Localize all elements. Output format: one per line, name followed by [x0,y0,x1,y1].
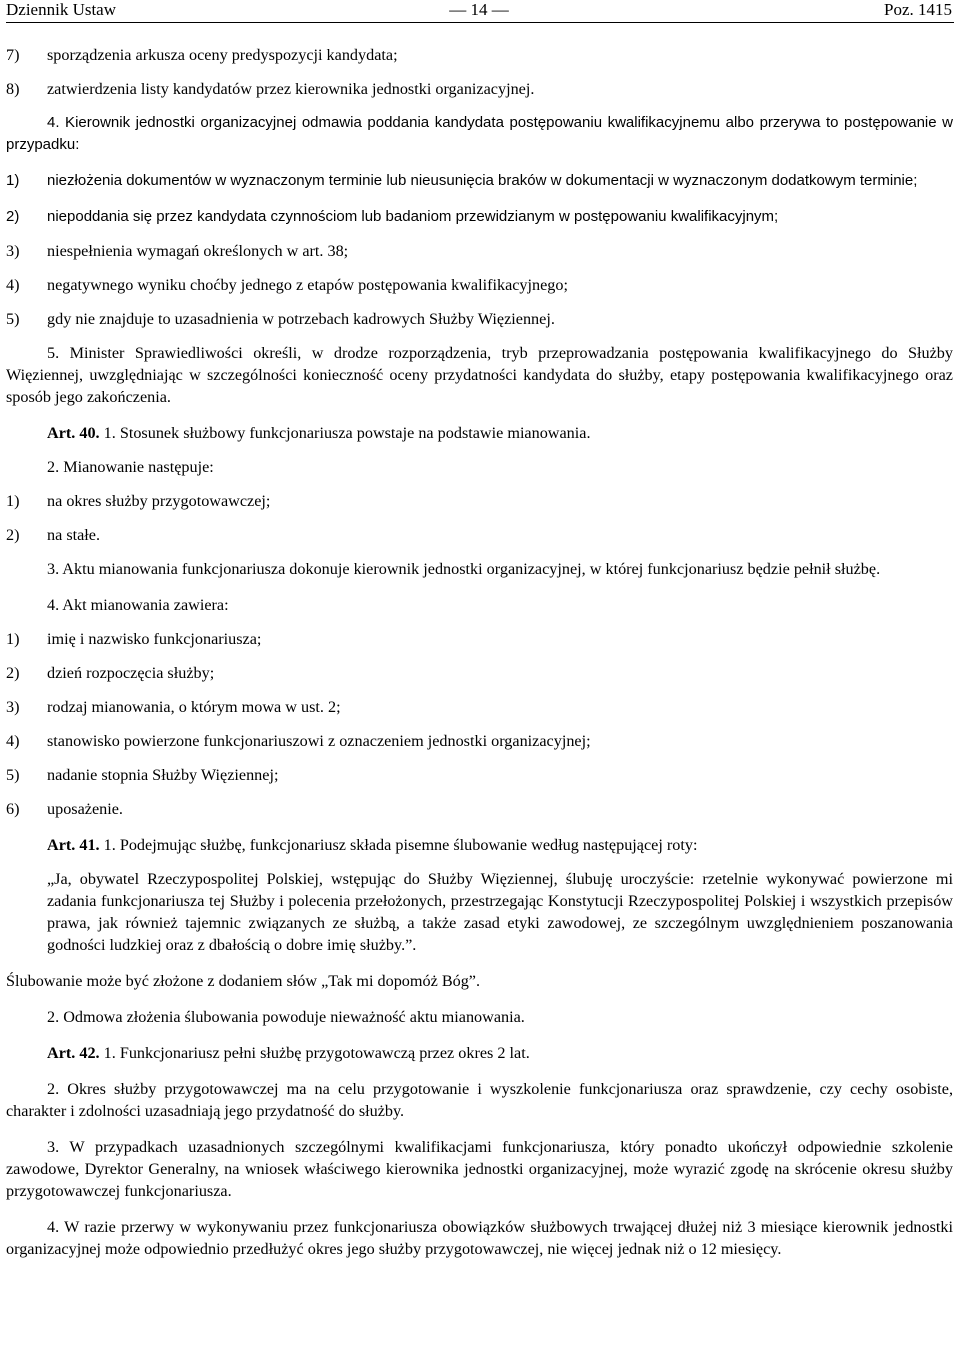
article-text: 1. Stosunek służbowy funkcjonariusza powstaje na podstawie mianowania. [99,424,591,442]
list-item-6 [6,798,953,820]
list-number: 1) [6,630,20,648]
paragraph-5: 5. Minister Sprawiedliwości określi, w drodze rozporządzenia, tryb przeprowadzania postępowania kwalifikacyjnego do Służby Więziennej, uwzględniając w szczególności konieczność oceny przydatności kandydata do służby, etapy postępowania kwalifikacyjnego oraz sposób jego zakończenia. [6,344,953,406]
list-text: sporządzenia arkusza oceny predyspozycji kandydata; [47,46,398,64]
oath-text: „Ja, obywatel Rzeczypospolitej Polskiej, wstępując do Służby Więziennej, ślubuję uroczyście: rzetelnie wykonywać powierzone mi zadania funkcjonariusza tej Służby i polecenia przełożonych, przestrzegając Konstytucji Rzeczypospolitej Polskiej i wszystkich przepisów prawa, jak również tajemnic związanych ze służbą, a także zasad etyki zawodowej, ze szczególnym uwzględnieniem poszanowania godności ludzkiej oraz z dbałością o dobre imię służby.”. [47,870,953,954]
article-text: 1. Funkcjonariusz pełni służbę przygotowawczą przez okres 2 lat. [99,1044,530,1062]
list-item-4 [6,274,953,296]
list-item-1 [6,490,953,512]
list-number: 1) [6,172,20,189]
list-text: negatywnego wyniku choćby jednego z etapów postępowania kwalifikacyjnego; [47,276,568,294]
list-text: stanowisko powierzone funkcjonariuszowi z oznaczeniem jednostki organizacyjnej; [47,732,591,750]
list-text: rodzaj mianowania, o którym mowa w ust. 2; [47,698,341,716]
list-item-2 [6,662,953,684]
list-item-3 [6,240,953,262]
article-42 [6,1042,953,1064]
paragraph-2: 2. Odmowa złożenia ślubowania powoduje nieważność aktu mianowania. [47,1008,525,1026]
list-number: 2) [6,526,20,544]
list-number: 4) [6,732,20,750]
paragraph-4: 4. W razie przerwy w wykonywaniu przez funkcjonariusza obowiązków służbowych trwającej dłużej niż 3 miesiące kierownik jednostki organizacyjnej może odpowiednio przedłużyć okres jego służby przygotowawczej, nie więcej jednak niż o 12 miesięcy. [6,1218,953,1258]
header-rule [6,22,954,23]
article-number: Art. 41. [47,836,100,854]
position-number: Poz. 1415 [884,0,952,19]
paragraph-3: 3. Aktu mianowania funkcjonariusza dokonuje kierownik jednostki organizacyjnej, w której funkcjonariusz będzie pełnił służbę. [47,560,881,578]
article-41 [6,834,953,856]
paragraph-2: 2. Okres służby przygotowawczej ma na celu przygotowanie i wyszkolenie funkcjonariusza oraz sprawdzenie, czy cechy osobiste, charakter i zdolności uzasadniają jego przydatność do służby. [6,1080,953,1120]
paragraph-2: 2. Mianowanie następuje: [47,458,214,476]
list-item-3 [6,696,953,718]
list-text: niepoddania się przez kandydata czynnościom lub badaniom przewidzianym w postępowaniu kwalifikacyjnym; [47,208,779,225]
list-number: 5) [6,310,20,328]
list-text: niezłożenia dokumentów w wyznaczonym terminie lub nieusunięcia braków w dokumentacji w wyznaczonym dodatkowym terminie; [47,172,918,189]
page-header [6,0,952,20]
list-item-7 [6,44,953,66]
list-text: imię i nazwisko funkcjonariusza; [47,630,262,648]
list-text: na okres służby przygotowawczej; [47,492,271,510]
list-number: 3) [6,698,20,716]
list-text: niespełnienia wymagań określonych w art. 38; [47,242,349,260]
article-40 [6,422,953,444]
document-body [6,40,953,1260]
list-item-5 [6,764,953,786]
list-text: nadanie stopnia Służby Więziennej; [47,766,279,784]
list-text: uposażenie. [47,800,123,818]
list-item-8 [6,78,953,100]
list-number: 8) [6,80,20,98]
list-number: 1) [6,492,20,510]
paragraph-4: 4. Kierownik jednostki organizacyjnej odmawia poddania kandydata postępowaniu kwalifikacyjnemu albo przerywa to postępowanie w przypadku: [6,114,953,153]
list-item-2 [6,524,953,546]
list-text: zatwierdzenia listy kandydatów przez kierownika jednostki organizacyjnej. [47,80,535,98]
page-number: — 14 — [449,0,509,19]
list-text: gdy nie znajduje to uzasadnienia w potrzebach kadrowych Służby Więziennej. [47,310,555,328]
list-number: 5) [6,766,20,784]
article-number: Art. 42. [47,1044,100,1062]
paragraph-3: 3. W przypadkach uzasadnionych szczególnymi kwalifikacjami funkcjonariusza, który ponadto ukończył odpowiednie szkolenie zawodowe, Dyrektor Generalny, na wniosek właściwego kierownika jednostki organizacyjnej, może wyrazić zgodę na skrócenie okresu służby przygotowawczej funkcjonariusza. [6,1138,953,1200]
list-number: 6) [6,800,20,818]
article-number: Art. 40. [47,424,100,442]
list-text: na stałe. [47,526,101,544]
list-number: 7) [6,46,20,64]
list-number: 4) [6,276,20,294]
oath-addition: Ślubowanie może być złożone z dodaniem słów „Tak mi dopomóż Bóg”. [6,972,481,990]
list-item-1 [6,170,953,192]
article-text: 1. Podejmując służbę, funkcjonariusz składa pisemne ślubowanie według następującej roty: [99,836,698,854]
list-item-5 [6,308,953,330]
journal-title: Dziennik Ustaw [6,0,117,19]
list-item-2 [6,206,953,228]
list-text: dzień rozpoczęcia służby; [47,664,215,682]
list-number: 2) [6,208,20,225]
paragraph-4: 4. Akt mianowania zawiera: [47,596,229,614]
list-item-1 [6,628,953,650]
list-number: 3) [6,242,20,260]
list-number: 2) [6,664,20,682]
list-item-4 [6,730,953,752]
